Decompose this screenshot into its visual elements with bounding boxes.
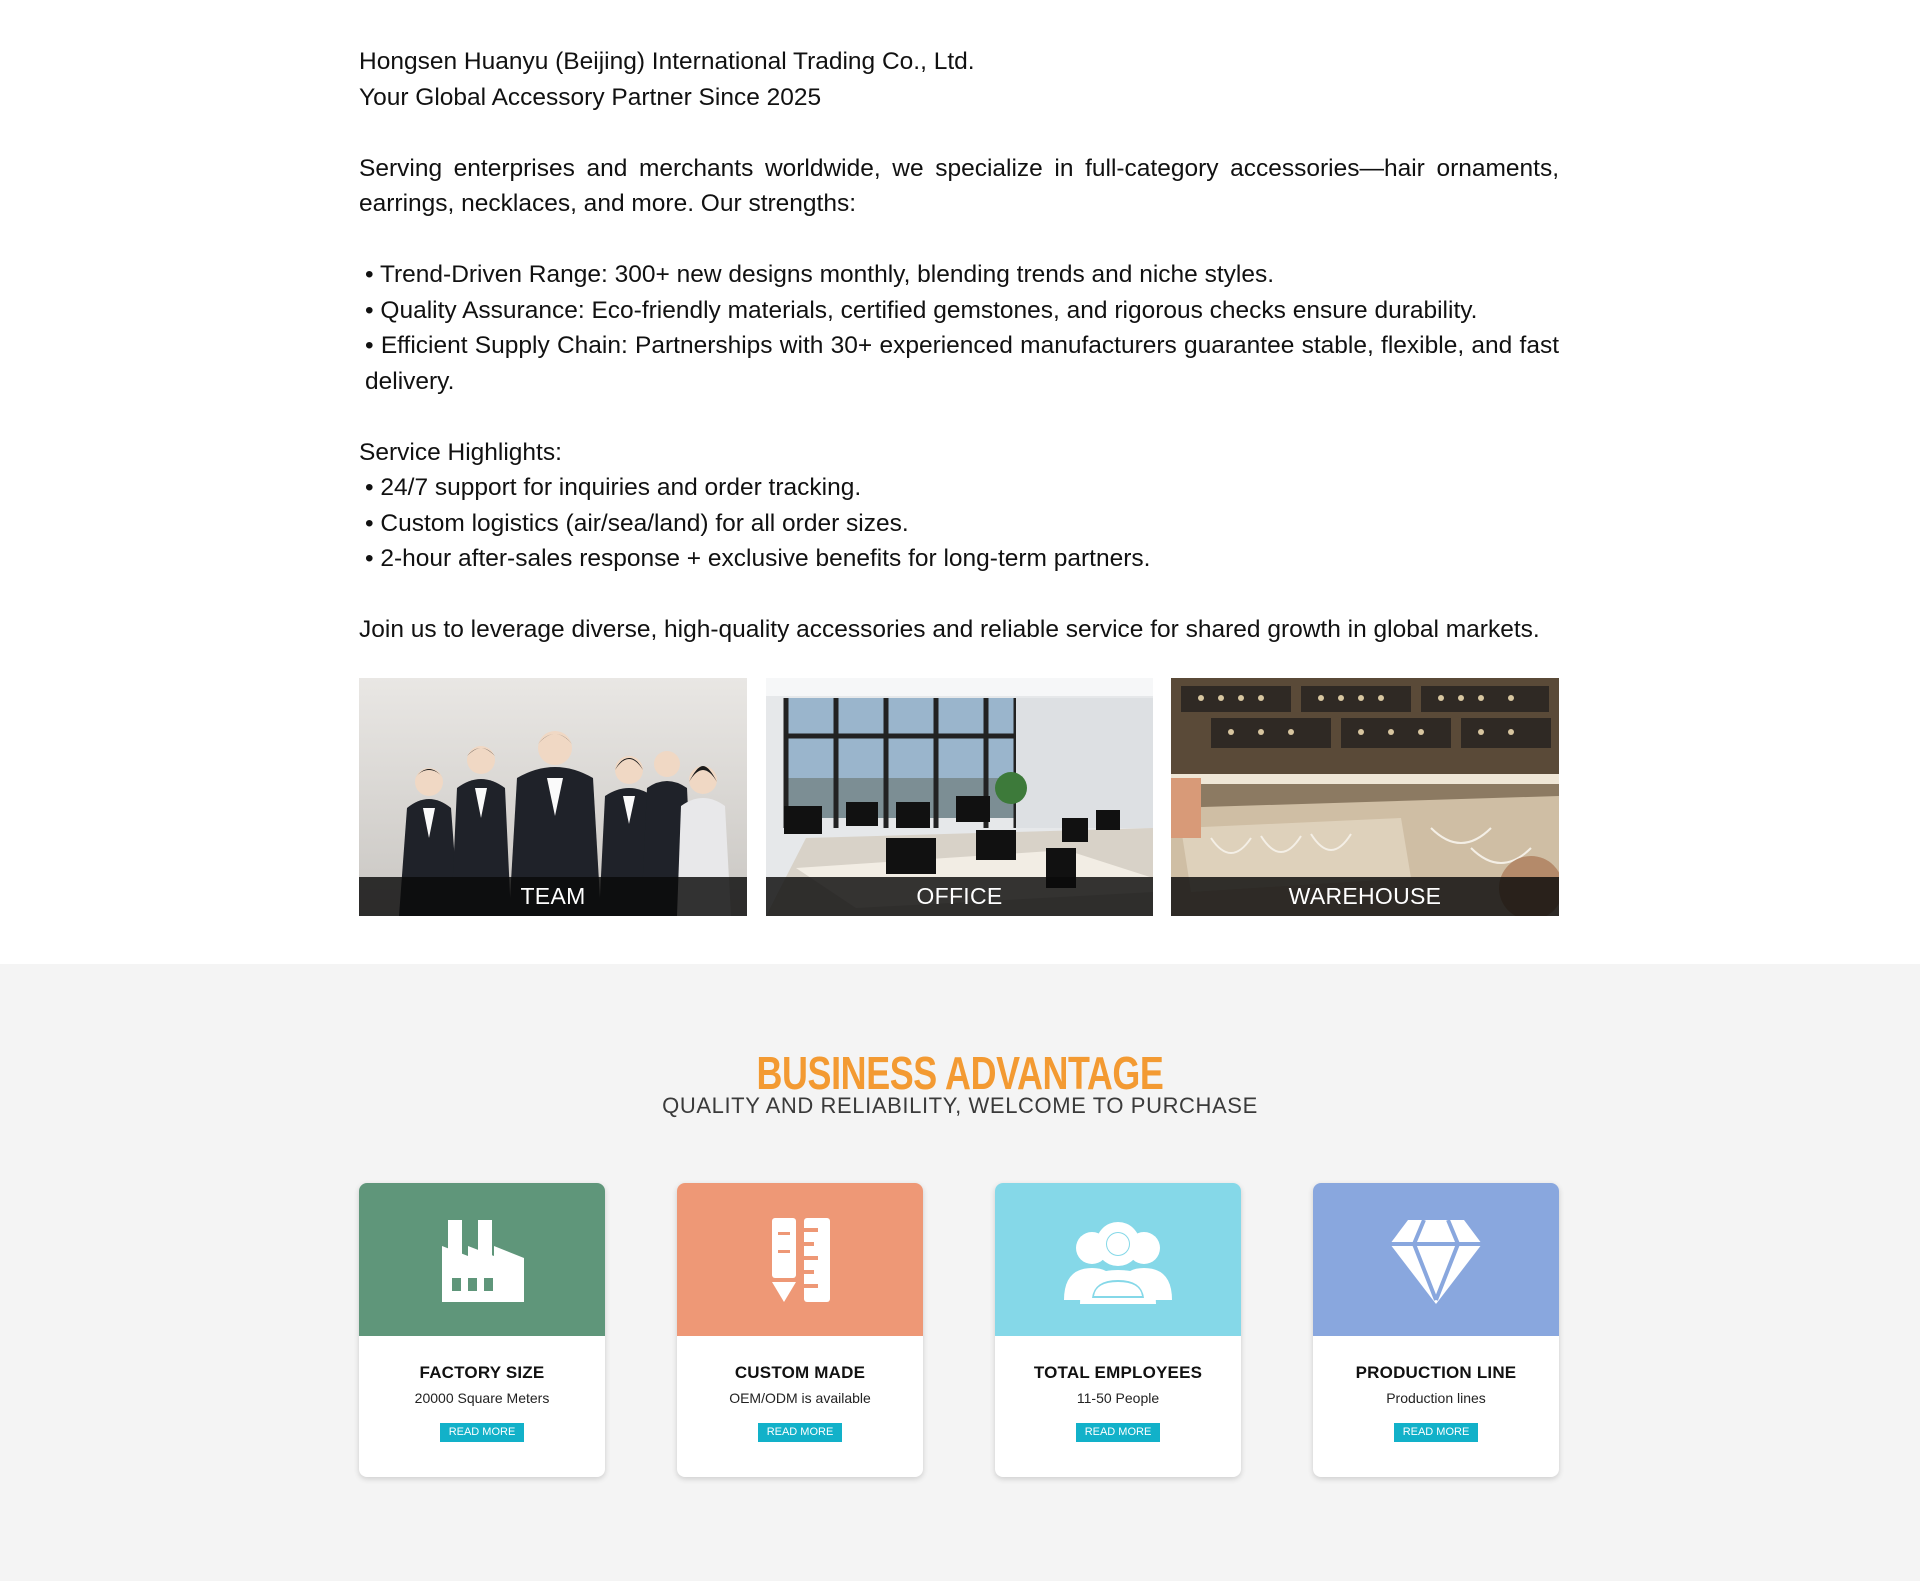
people-icon — [1058, 1212, 1178, 1308]
card-text: OEM/ODM is available — [729, 1390, 871, 1406]
company-name: Hongsen Huanyu (Beijing) International Trading Co., Ltd. — [359, 48, 975, 75]
pencil-ruler-icon — [752, 1212, 848, 1308]
card-icon-panel — [359, 1183, 605, 1336]
card-title: CUSTOM MADE — [734, 1363, 866, 1382]
warehouse-photo-card[interactable] — [1171, 678, 1559, 916]
company-intro — [359, 44, 1559, 648]
strength-item: • Efficient Supply Chain: Partnerships with 30+ experienced manufacturers guarantee stable, flexible, and fast delivery. — [365, 332, 1559, 395]
office-photo-card[interactable] — [766, 678, 1153, 916]
card-text: Production lines — [1386, 1390, 1486, 1406]
section-subtitle: QUALITY AND RELIABILITY, WELCOME TO PURCHASE — [662, 1093, 1258, 1118]
intro-paragraph: Serving enterprises and merchants worldwide, we specialize in full-category accessories—hair ornaments, earrings, necklaces, and more. Our strengths: — [359, 154, 1559, 217]
card-icon-panel — [677, 1183, 923, 1336]
card-text: 20000 Square Meters — [414, 1390, 550, 1406]
advantage-card-factory-size — [359, 1183, 605, 1477]
card-title: TOTAL EMPLOYEES — [1033, 1363, 1203, 1382]
photo-caption: OFFICE — [766, 877, 1153, 916]
team-photo-card[interactable] — [359, 678, 747, 916]
business-advantage-section — [0, 964, 1920, 1581]
photo-gallery — [359, 678, 1559, 916]
strength-item: • Trend-Driven Range: 300+ new designs monthly, blending trends and niche styles. — [365, 261, 1275, 288]
card-icon-panel — [995, 1183, 1241, 1336]
read-more-button[interactable]: READ MORE — [440, 1423, 524, 1442]
card-text: 11-50 People — [1076, 1390, 1160, 1406]
service-item: • 24/7 support for inquiries and order tracking. — [365, 474, 862, 501]
read-more-button[interactable]: READ MORE — [1394, 1423, 1478, 1442]
company-tagline: Your Global Accessory Partner Since 2025 — [359, 83, 822, 111]
diamond-icon — [1386, 1212, 1486, 1308]
read-more-button[interactable]: READ MORE — [1076, 1423, 1160, 1442]
card-title: PRODUCTION LINE — [1355, 1363, 1517, 1382]
read-more-button[interactable]: READ MORE — [758, 1423, 842, 1442]
service-item: • 2-hour after-sales response + exclusive benefits for long-term partners. — [365, 545, 1151, 572]
advantage-card-production-line — [1313, 1183, 1559, 1477]
closing-paragraph: Join us to leverage diverse, high-quality accessories and reliable service for shared growth in global markets. — [359, 616, 1540, 643]
service-heading: Service Highlights: — [359, 438, 562, 466]
card-title: FACTORY SIZE — [419, 1363, 545, 1382]
service-item: • Custom logistics (air/sea/land) for all order sizes. — [365, 509, 909, 537]
strength-item: • Quality Assurance: Eco-friendly materials, certified gemstones, and rigorous checks ensure durability. — [365, 296, 1478, 324]
photo-caption: WAREHOUSE — [1171, 877, 1559, 916]
factory-icon — [434, 1212, 530, 1308]
section-title: BUSINESS ADVANTAGE — [756, 1047, 1164, 1099]
card-icon-panel — [1313, 1183, 1559, 1336]
photo-caption: TEAM — [359, 877, 747, 916]
advantage-card-total-employees — [995, 1183, 1241, 1477]
advantage-card-custom-made — [677, 1183, 923, 1477]
